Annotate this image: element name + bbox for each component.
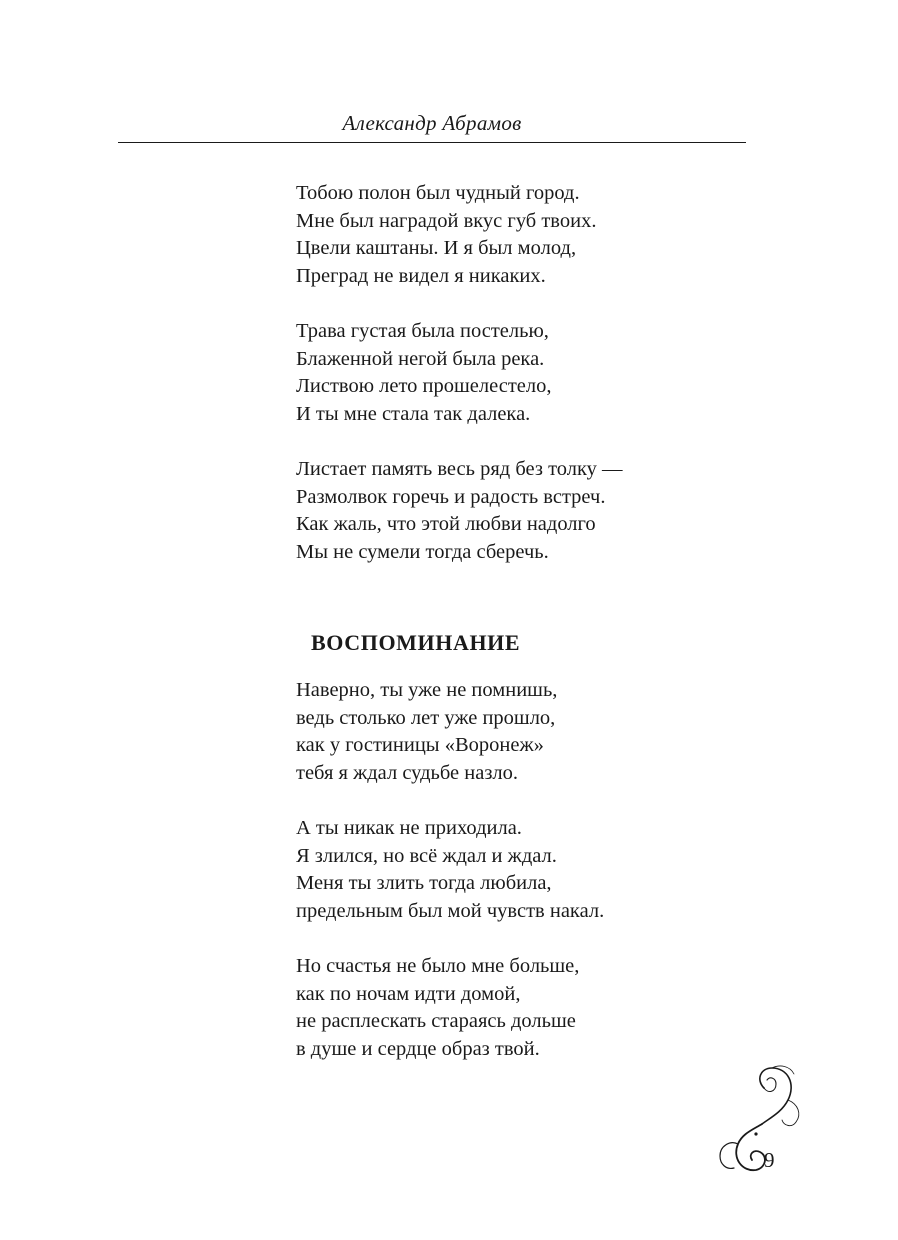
poem-line: Меня ты злить тогда любила, — [296, 872, 552, 895]
poem-line: И ты мне стала так далека. — [296, 402, 531, 425]
poem-line: Размолвок горечь и радость встреч. — [296, 485, 606, 508]
stanza — [296, 318, 736, 428]
poem-line: А ты никак не приходила. — [296, 816, 522, 839]
poem-line: Я злился, но всё ждал и ждал. — [296, 844, 557, 867]
poem-line: в душе и сердце образ твой. — [296, 1037, 540, 1060]
poem-line: как по ночам идти домой, — [296, 982, 521, 1005]
poem-line: Мы не сумели тогда сберечь. — [296, 540, 549, 563]
flourish-ornament-icon — [712, 1060, 808, 1180]
poem-line: ведь столько лет уже прошло, — [296, 706, 556, 729]
page-number: 9 — [764, 1148, 775, 1172]
stanza — [296, 953, 736, 1063]
stanza — [296, 180, 736, 290]
poem-line: Тобою полон был чудный город. — [296, 182, 580, 204]
poem-line: Как жаль, что этой любви надолго — [296, 513, 596, 536]
poem-title: ВОСПОМИНАНИЕ — [311, 630, 521, 655]
running-head-author: Александр Абрамов — [342, 111, 522, 135]
poem-2 — [296, 677, 736, 1063]
header-rule — [118, 142, 746, 143]
poem-line: Листвою лето прошелестело, — [296, 375, 552, 398]
stanza — [296, 456, 736, 566]
poem-line: Трава густая была постелью, — [296, 319, 549, 342]
poem-line: Преград не видел я никаких. — [296, 264, 546, 287]
poem-line: Мне был наградой вкус губ твоих. — [296, 209, 597, 232]
poem-line: как у гостиницы «Воронеж» — [296, 734, 544, 757]
poem-line: предельным был мой чувств накал. — [296, 899, 605, 922]
poem-line: тебя я ждал судьбе назло. — [296, 761, 519, 784]
poem-1 — [296, 180, 736, 566]
poem-line: Блаженной негой была река. — [296, 347, 545, 370]
poem-line: Цвели каштаны. И я был молод, — [296, 237, 577, 260]
poem-line: Наверно, ты уже не помнишь, — [296, 679, 558, 701]
stanza — [296, 677, 736, 787]
poem-line: Листает память весь ряд без толку — — [296, 457, 623, 480]
poem-line: не расплескать стараясь дольше — [296, 1010, 576, 1033]
stanza — [296, 815, 736, 925]
poem-line: Но счастья не было мне больше, — [296, 954, 580, 977]
